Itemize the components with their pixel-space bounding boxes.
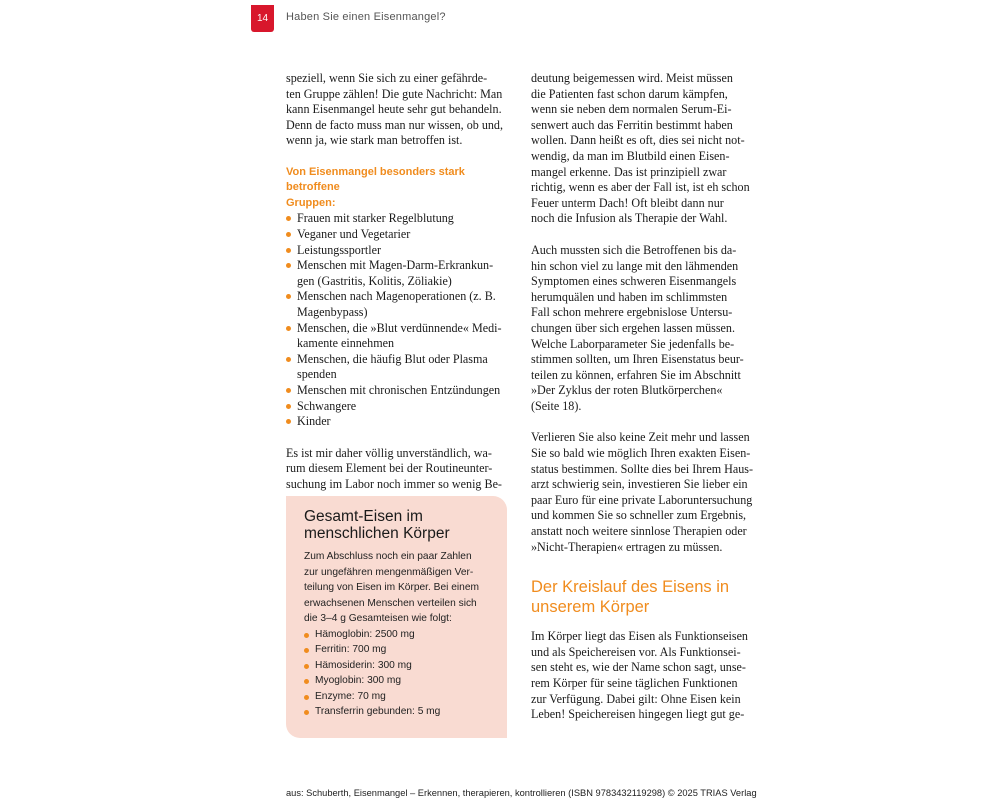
source-footer: aus: Schuberth, Eisenmangel – Erkennen, therapieren, kontrollieren (ISBN 9783432119298) © 2025 TRIAS Verlag (286, 788, 757, 798)
text-line: wendig, da man im Blutbild einen Eisen- (531, 148, 730, 163)
text-line: »Der Zyklus der roten Blutkörperchen« (531, 383, 723, 398)
left-column (286, 71, 509, 493)
info-box-intro (304, 549, 492, 627)
list-item: Kinder (286, 414, 509, 430)
text-line: hin schon viel zu lange mit den lähmenden (531, 258, 739, 273)
text-line: Von Eisenmangel besonders stark betroffene (286, 165, 465, 194)
text-line: unserem Körper (531, 598, 650, 617)
text-line: stimmen sollten, um Ihren Eisenstatus beur- (531, 352, 744, 367)
bullet-icon (286, 326, 291, 331)
iron-info-box (286, 496, 507, 738)
text-line: »Nicht-Therapien« ertragen zu müssen. (531, 539, 723, 554)
bullet-icon (304, 648, 309, 653)
text-line: paar Euro für eine private Laboruntersuchung (531, 492, 753, 507)
list-item: Transferrin gebunden: 5 mg (304, 704, 492, 720)
text-line: speziell, wenn Sie sich zu einer gefährde- (286, 71, 488, 85)
text-line: senwert auch das Ferritin bestimmt haben (531, 117, 733, 132)
list-item: Hämosiderin: 300 mg (304, 658, 492, 674)
list-item: Schwangere (286, 399, 509, 415)
list-item: Menschen, die »Blut verdünnende« Medi- kamente einnehmen (286, 321, 509, 352)
bullet-icon (286, 294, 291, 299)
text-line: Leben! Speichereisen hingegen liegt gut ge- (531, 707, 745, 722)
list-item: Enzyme: 70 mg (304, 689, 492, 705)
text-line: Fall schon mehrere ergebnislose Untersu- (531, 305, 733, 320)
risk-group-list (286, 211, 509, 429)
bullet-icon (286, 263, 291, 268)
list-item: Ferritin: 700 mg (304, 642, 492, 658)
text-line: und als Speichereisen vor. Als Funktionsei- (531, 644, 741, 659)
text-line: rem Körper für seine täglichen Funktionen (531, 676, 738, 690)
list-item: Frauen mit starker Regelblutung (286, 211, 509, 227)
text-line: wenn ja, wie stark man betroffen ist. (286, 133, 463, 148)
text-line: Feuer unterm Dach! Oft bleibt dann nur (531, 195, 724, 210)
bullet-icon (286, 404, 291, 409)
text-line: Es ist mir daher völlig unverständlich, wa- (286, 445, 492, 460)
right-paragraph-2 (531, 243, 754, 415)
text-line: erwachsenen Menschen verteilen sich (304, 597, 477, 609)
text-line: sen steht es, wie der Name schon sagt, unse- (531, 660, 746, 675)
text-line: mangel erkenne. Das ist prinzipiell zwar (531, 164, 727, 179)
bullet-icon (286, 216, 291, 221)
bullet-icon (304, 710, 309, 715)
bullet-icon (286, 388, 291, 393)
text-line: Auch mussten sich die Betroffenen bis da- (531, 242, 737, 257)
text-line: (Seite 18). (531, 398, 582, 413)
bullet-icon (304, 695, 309, 700)
text-line: richtig, wenn es aber der Fall ist, ist eh schon (531, 180, 750, 195)
bullet-icon (286, 232, 291, 237)
text-line: noch die Infusion als Therapie der Wahl. (531, 211, 728, 226)
text-line: kann Eisenmangel heute sehr gut behandeln. (286, 102, 502, 117)
right-paragraph-3 (531, 430, 754, 555)
list-item: Leistungssportler (286, 243, 509, 259)
text-line: Gesamt-Eisen im (304, 508, 423, 525)
list-item: Hämoglobin: 2500 mg (304, 627, 492, 643)
page-number-tab: 14 (251, 5, 274, 32)
text-line: deutung beigemessen wird. Meist müssen (531, 71, 733, 85)
list-item: Menschen nach Magenoperationen (z. B. Magenbypass) (286, 289, 509, 320)
text-line: Zum Abschluss noch ein paar Zahlen (304, 551, 472, 562)
text-line: Der Kreislauf des Eisens in (531, 578, 730, 597)
text-line: herumquälen und haben im schlimmsten (531, 289, 728, 304)
text-line: die Patienten fast schon darum kämpfen, (531, 86, 728, 101)
text-line: chungen über sich ergehen lassen müssen. (531, 320, 735, 335)
list-item: Menschen, die häufig Blut oder Plasma spenden (286, 352, 509, 383)
running-head: Haben Sie einen Eisenmangel? (286, 11, 446, 23)
iron-distribution-list (304, 627, 492, 720)
text-line: Welche Laborparameter Sie jedenfalls be- (531, 336, 735, 351)
right-paragraph-1 (531, 71, 754, 227)
text-line: Im Körper liegt das Eisen als Funktionseisen (531, 629, 748, 644)
section-heading (531, 577, 754, 617)
text-line: anstatt noch weitere sinnlose Therapien oder (531, 524, 747, 539)
text-line: Symptomen eines schweren Eisenmangels (531, 274, 737, 289)
list-item: Veganer und Vegetarier (286, 227, 509, 243)
info-box-title (304, 508, 492, 542)
text-line: teilung von Eisen im Körper. Bei einem (304, 582, 479, 593)
group-heading (286, 165, 509, 212)
text-line: suchung im Labor noch immer so wenig Be- (286, 476, 502, 491)
left-paragraph-1 (286, 71, 509, 149)
text-line: Denn de facto muss man nur wissen, ob und, (286, 117, 503, 132)
text-line: wollen. Dann heißt es oft, dies sei nicht not- (531, 133, 745, 148)
text-line: Verlieren Sie also keine Zeit mehr und lassen (531, 430, 750, 445)
text-line: teilen zu können, erfahren Sie im Abschnitt (531, 367, 741, 382)
bullet-icon (286, 248, 291, 253)
bullet-icon (286, 357, 291, 362)
text-line: zur ungefähren mengenmäßigen Ver- (304, 566, 474, 578)
bullet-icon (304, 679, 309, 684)
text-line: rum diesem Element bei der Routineunter- (286, 461, 493, 476)
right-paragraph-4 (531, 629, 754, 723)
bullet-icon (304, 633, 309, 638)
bullet-icon (304, 664, 309, 669)
left-paragraph-2 (286, 446, 509, 493)
text-line: wenn sie neben dem normalen Serum-Ei- (531, 102, 732, 117)
list-item: Myoglobin: 300 mg (304, 673, 492, 689)
list-item: Menschen mit Magen-Darm-Erkrankun- gen (Gastritis, Kolitis, Zöliakie) (286, 258, 509, 289)
text-line: zur Verfügung. Dabei gilt: Ohne Eisen kein (531, 691, 741, 706)
list-item: Menschen mit chronischen Entzündungen (286, 383, 509, 399)
text-line: ten Gruppe zählen! Die gute Nachricht: Man (286, 86, 503, 101)
text-line: Gruppen: (286, 196, 336, 209)
text-line: arzt schwierig sein, investieren Sie lieber ein (531, 477, 748, 492)
text-line: menschlichen Körper (304, 525, 450, 542)
text-line: status bestimmen. Sollte dies bei Ihrem Haus- (531, 461, 754, 476)
text-line: die 3–4 g Gesamteisen wie folgt: (304, 613, 452, 624)
text-line: Sie so bald wie möglich Ihren exakten Eisen- (531, 446, 751, 461)
right-column (531, 71, 754, 723)
bullet-icon (286, 419, 291, 424)
text-line: und kommen Sie so schneller zum Ergebnis, (531, 508, 747, 523)
